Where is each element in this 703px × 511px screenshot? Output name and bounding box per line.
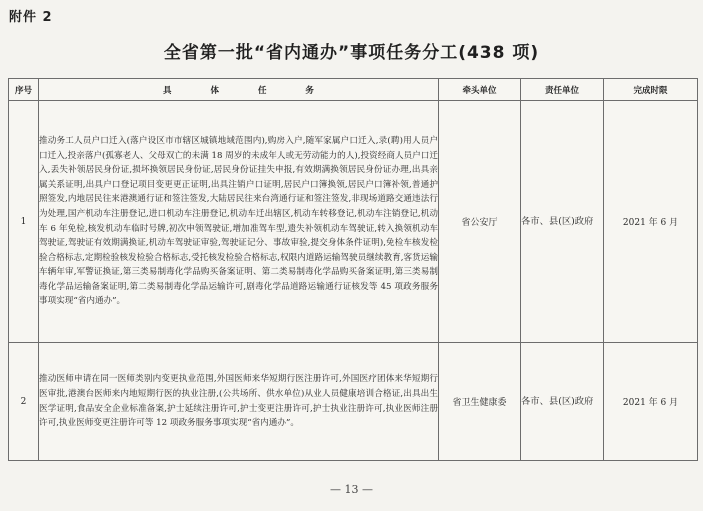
column-header-deadline: 完成时限 <box>604 79 698 101</box>
row-deadline: 2021 年 6 月 <box>604 101 698 343</box>
task-allocation-table <box>8 78 698 461</box>
row-task-content: 推动医师申请在同一医师类别内变更执业范围,外国医师来华短期行医注册许可,外国医疗团体来华短期行医审批,港澳台医师来内地短期行医的执业注册,(公共场所、供水单位)从业人员健康培训合格证,出具出生医学证明,食品安全企业标准备案,护士延续注册许可,护士变更注册许可,护士执业注册许可,执业医师注册许可,执业医师变更注册许可等 12 项政务服务事项实现“省内通办”。 <box>39 343 439 461</box>
column-header-index: 序号 <box>9 79 39 101</box>
row-index: 1 <box>9 101 39 343</box>
table-header-row <box>9 79 698 101</box>
document-title: 全省第一批“省内通办”事项任务分工(438 项) <box>163 43 540 63</box>
column-header-lead-unit: 牵头单位 <box>439 79 521 101</box>
row-lead-unit: 省卫生健康委 <box>439 343 521 461</box>
row-deadline: 2021 年 6 月 <box>604 343 698 461</box>
row-lead-unit: 省公安厅 <box>439 101 521 343</box>
column-header-responsible-unit: 责任单位 <box>521 79 604 101</box>
row-task-content: 推动务工人员户口迁入(落户设区市市辖区城镇地域范围内),购房入户,随军家属户口迁入,录(聘)用人员户口迁入,投亲落户(孤寡老人、父母双亡的未满 18 周岁的未成年人或无劳动能力的人),投资经商人员户口迁入,丢失补领居民身份证,损坏换领居民身份证,居民身份证挂失申报,有效期满换领居民身份证办理,出具亲属关系证明,出具户口登记项目变更更正证明,出具注销户口证明,居民户口簿换领,居民户口簿补领,普通护照签发,内地居民往来港澳通行证和签注签发,大陆居民往来台湾通行证和签注签发,非现场道路交通违法行为处理,国产机动车注册登记,进口机动车注册登记,机动车迁出辖区,机动车转移登记,机动车注销登记,机动车 6 年免检,核发机动车临时号牌,初次申领驾驶证,增加准驾车型,遗失补领机动车驾驶证,转入换领机动车驾驶证,驾驶证有效期满换证,机动车驾驶证审验,驾驶证记分、事故审验,提交身体条件证明),免检车核发检验合格标志,定期检验核发检验合格标志,受托核发检验合格标志,权限内道路运输驾驶员继续教育,客货运输车辆年审,军警证换证,第三类易制毒化学品购买备案证明、第二类易制毒化学品购买备案证明,第三类易制毒化学品运输备案证明,第二类易制毒化学品运输许可,剧毒化学品道路运输通行证核发等 45 项政务服务事项实现“省内通办”。 <box>39 101 439 343</box>
table-row <box>9 101 698 343</box>
attachment-label: 附件 2 <box>9 10 53 25</box>
row-responsible-unit: 各市、县(区)政府 <box>521 101 604 343</box>
table-row <box>9 343 698 461</box>
row-index: 2 <box>9 343 39 461</box>
page-number: — 13 — <box>330 483 373 496</box>
row-responsible-unit: 各市、县(区)政府 <box>521 343 604 461</box>
column-header-task: 具 体 任 务 <box>39 79 439 101</box>
